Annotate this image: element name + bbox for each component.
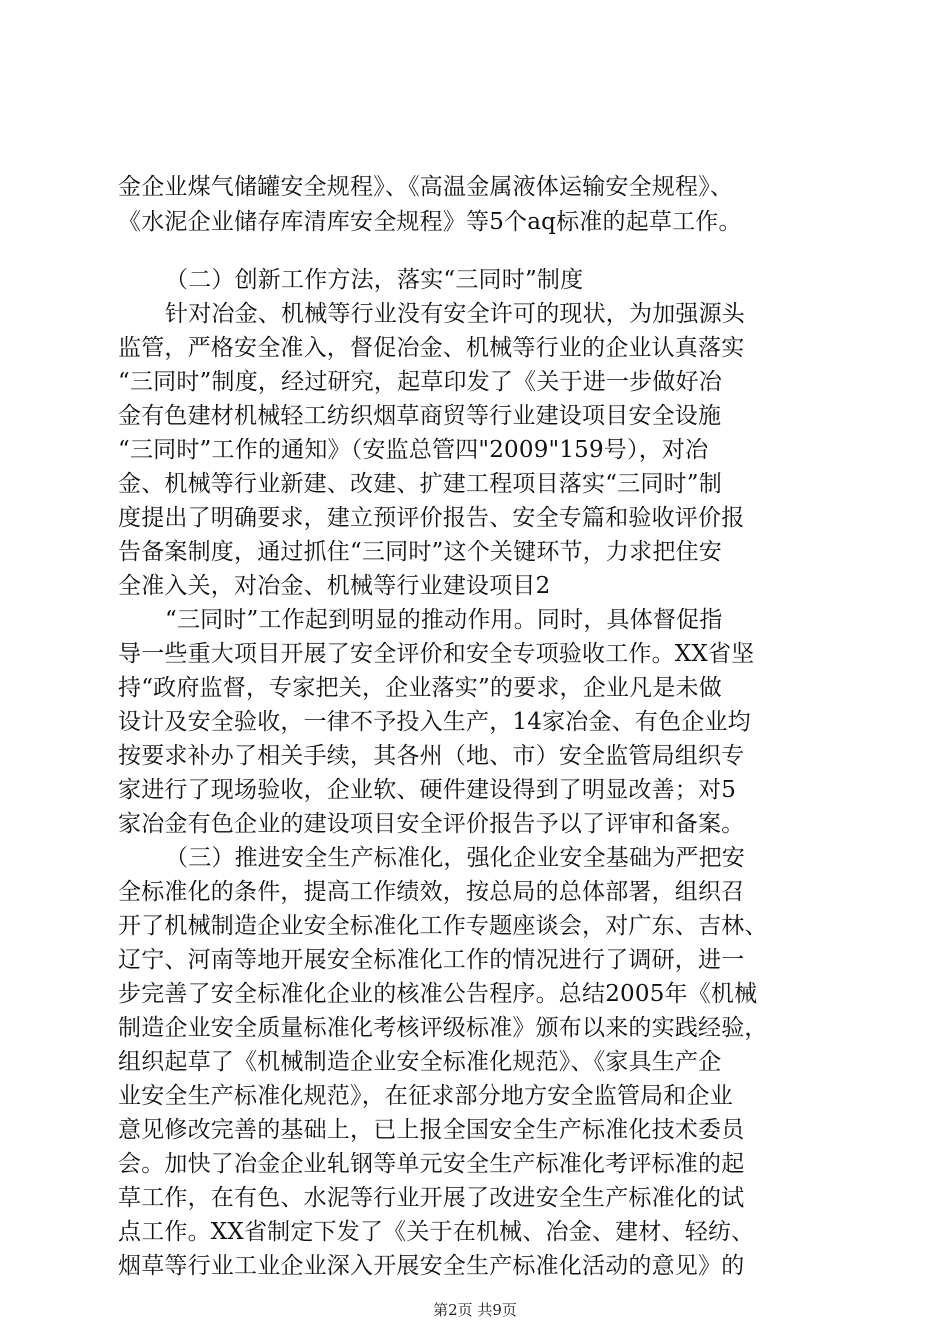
page-number-footer: 第2页 共9页	[433, 1301, 517, 1319]
text-line: 制造企业安全质量标准化考核评级标准》颁布以来的实践经验，	[118, 1015, 768, 1041]
text-line: 辽宁、河南等地开展安全标准化工作的情况进行了调研，进一	[118, 947, 745, 973]
text-line: 金有色建材机械轻工纺织烟草商贸等行业建设项目安全设施	[118, 403, 722, 429]
text-line: 持“政府监督，专家把关，企业落实”的要求，企业凡是未做	[118, 675, 722, 701]
text-line: 烟草等行业工业企业深入开展安全生产标准化活动的意见》的	[118, 1253, 745, 1279]
text-line: “三同时”工作起到明显的推动作用。同时，具体督促指	[165, 607, 723, 633]
text-line: 草工作，在有色、水泥等行业开展了改进安全生产标准化的试	[118, 1185, 745, 1211]
text-line: 度提出了明确要求，建立预评价报告、安全专篇和验收评价报	[118, 505, 745, 531]
text-line: 监管，严格安全准入，督促冶金、机械等行业的企业认真落实	[118, 335, 745, 361]
section-heading: （二）创新工作方法，落实“三同时”制度	[165, 267, 584, 293]
text-line: 告备案制度，通过抓住“三同时”这个关键环节，力求把住安	[118, 539, 722, 565]
text-line: “三同时”工作的通知》（安监总管四"2009"159号），对冶	[118, 437, 709, 463]
text-line: 业安全生产标准化规范》，在征求部分地方安全监管局和企业	[118, 1083, 733, 1109]
text-line: “三同时”制度，经过研究，起草印发了《关于进一步做好冶	[118, 369, 722, 395]
text-line: 设计及安全验收，一律不予投入生产，14家冶金、有色企业均	[118, 709, 751, 735]
text-line: 金、机械等行业新建、改建、扩建工程项目落实“三同时”制	[118, 471, 722, 497]
text-line: 导一些重大项目开展了安全评价和安全专项验收工作。XX省坚	[118, 641, 755, 667]
text-line: 组织起草了《机械制造企业安全标准化规范》、《家具生产企	[118, 1049, 722, 1075]
text-line: 《水泥企业储存库清库安全规程》等5个aq标准的起草工作。	[118, 209, 742, 235]
text-line: 会。加快了冶金企业轧钢等单元安全生产标准化考评标准的起	[118, 1151, 745, 1177]
text-line: 金企业煤气储罐安全规程》、《高温金属液体运输安全规程》、	[118, 174, 734, 200]
text-line: 家进行了现场验收，企业软、硬件建设得到了明显改善；对5	[118, 777, 737, 803]
text-line: 开了机械制造企业安全标准化工作专题座谈会，对广东、吉林、	[118, 913, 768, 939]
text-line: 按要求补办了相关手续，其各州（地、市）安全监管局组织专	[118, 743, 745, 769]
text-line: 针对冶金、机械等行业没有安全许可的现状，为加强源头	[165, 301, 745, 327]
text-line: 意见修改完善的基础上，已上报全国安全生产标准化技术委员	[118, 1117, 745, 1143]
text-line: 家冶金有色企业的建设项目安全评价报告予以了评审和备案。	[118, 811, 745, 837]
text-line: 点工作。XX省制定下发了《关于在机械、冶金、建材、轻纺、	[118, 1219, 755, 1245]
text-line: 全准入关，对冶金、机械等行业建设项目2	[118, 573, 551, 599]
text-line: 全标准化的条件，提高工作绩效，按总局的总体部署，组织召	[118, 879, 745, 905]
text-line: （三）推进安全生产标准化，强化企业安全基础为严把安	[165, 845, 745, 871]
text-line: 步完善了安全标准化企业的核准公告程序。总结2005年《机械	[118, 981, 758, 1007]
